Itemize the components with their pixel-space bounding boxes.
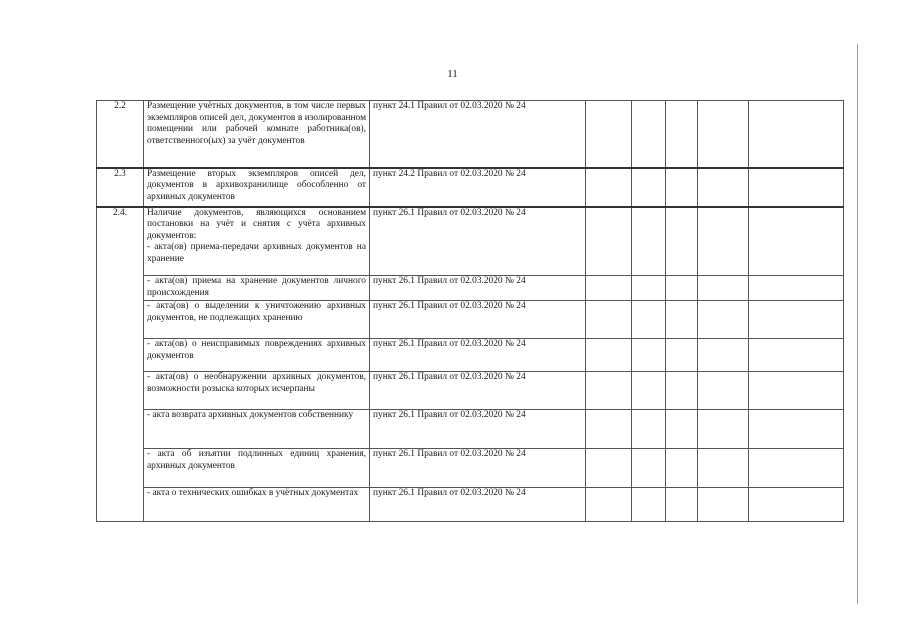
mark-cell-4 (698, 339, 749, 372)
mark-cell-4 (698, 449, 749, 488)
requirement-cell: - акта(ов) о необнаружении архивных документов, возможности розыска которых исчерпаны (144, 372, 370, 410)
mark-cell-3 (666, 339, 698, 372)
row-number-cell (97, 301, 144, 339)
row-number-cell: 2.3 (97, 168, 144, 207)
note-cell (749, 488, 844, 522)
mark-cell-4 (698, 101, 749, 168)
mark-cell-1 (586, 101, 632, 168)
mark-cell-4 (698, 372, 749, 410)
table-row (97, 410, 844, 449)
reference-cell: пункт 24.2 Правил от 02.03.2020 № 24 (370, 168, 586, 207)
reference-cell: пункт 26.1 Правил от 02.03.2020 № 24 (370, 410, 586, 449)
table-row (97, 372, 844, 410)
note-cell (749, 101, 844, 168)
mark-cell-3 (666, 410, 698, 449)
table-row (97, 339, 844, 372)
note-cell (749, 339, 844, 372)
mark-cell-3 (666, 449, 698, 488)
note-cell (749, 301, 844, 339)
mark-cell-4 (698, 276, 749, 301)
mark-cell-1 (586, 372, 632, 410)
requirement-cell: Размещение вторых экземпляров описей дел, документов в архивохранилище обособленно от архивных документов (144, 168, 370, 207)
mark-cell-1 (586, 301, 632, 339)
mark-cell-4 (698, 410, 749, 449)
mark-cell-1 (586, 276, 632, 301)
mark-cell-2 (632, 339, 666, 372)
note-cell (749, 410, 844, 449)
requirement-cell: Размещение учётных документов, в том числе первых экземпляров описей дел, документов в изолированном помещении или рабочей комнате работника(ов), ответственного(ых) за учёт документов (144, 101, 370, 168)
mark-cell-4 (698, 488, 749, 522)
requirement-cell: - акта об изъятии подлинных единиц хранения, архивных документов (144, 449, 370, 488)
reference-cell: пункт 24.1 Правил от 02.03.2020 № 24 (370, 101, 586, 168)
mark-cell-3 (666, 207, 698, 276)
row-number-cell (97, 449, 144, 488)
mark-cell-1 (586, 410, 632, 449)
requirement-cell: - акта о технических ошибках в учётных документах (144, 488, 370, 522)
mark-cell-2 (632, 372, 666, 410)
table-row (97, 488, 844, 522)
mark-cell-4 (698, 168, 749, 207)
reference-cell: пункт 26.1 Правил от 02.03.2020 № 24 (370, 449, 586, 488)
mark-cell-2 (632, 101, 666, 168)
mark-cell-2 (632, 488, 666, 522)
row-number-cell: 2.4. (97, 207, 144, 276)
mark-cell-2 (632, 276, 666, 301)
row-number-cell (97, 410, 144, 449)
row-number-cell (97, 276, 144, 301)
mark-cell-3 (666, 168, 698, 207)
row-number-cell (97, 339, 144, 372)
table-row (97, 207, 844, 276)
requirement-cell: Наличие документов, являющихся основанием постановки на учёт и снятия с учёта архивных документов: - акта(ов) приема-передачи архивных документов на хранение (144, 207, 370, 276)
reference-cell: пункт 26.1 Правил от 02.03.2020 № 24 (370, 372, 586, 410)
mark-cell-2 (632, 207, 666, 276)
note-cell (749, 207, 844, 276)
checklist-table-body (97, 101, 844, 522)
row-number-cell (97, 488, 144, 522)
mark-cell-1 (586, 168, 632, 207)
mark-cell-2 (632, 301, 666, 339)
mark-cell-3 (666, 101, 698, 168)
row-number-cell: 2.2 (97, 101, 144, 168)
table-row (97, 276, 844, 301)
mark-cell-2 (632, 168, 666, 207)
requirement-cell: - акта возврата архивных документов собственнику (144, 410, 370, 449)
checklist-table (96, 100, 844, 522)
table-row (97, 301, 844, 339)
mark-cell-2 (632, 410, 666, 449)
mark-cell-3 (666, 301, 698, 339)
reference-cell: пункт 26.1 Правил от 02.03.2020 № 24 (370, 488, 586, 522)
note-cell (749, 449, 844, 488)
table-row (97, 101, 844, 168)
mark-cell-1 (586, 449, 632, 488)
table-row (97, 449, 844, 488)
note-cell (749, 168, 844, 207)
reference-cell: пункт 26.1 Правил от 02.03.2020 № 24 (370, 301, 586, 339)
mark-cell-1 (586, 207, 632, 276)
mark-cell-4 (698, 207, 749, 276)
requirement-cell: - акта(ов) о неисправимых повреждениях архивных документов (144, 339, 370, 372)
table-row (97, 168, 844, 207)
requirement-cell: - акта(ов) приема на хранение документов личного происхождения (144, 276, 370, 301)
reference-cell: пункт 26.1 Правил от 02.03.2020 № 24 (370, 339, 586, 372)
reference-cell: пункт 26.1 Правил от 02.03.2020 № 24 (370, 276, 586, 301)
mark-cell-1 (586, 488, 632, 522)
reference-cell: пункт 26.1 Правил от 02.03.2020 № 24 (370, 207, 586, 276)
mark-cell-2 (632, 449, 666, 488)
requirement-cell: - акта(ов) о выделении к уничтожению архивных документов, не подлежащих хранению (144, 301, 370, 339)
mark-cell-3 (666, 276, 698, 301)
mark-cell-3 (666, 372, 698, 410)
mark-cell-4 (698, 301, 749, 339)
mark-cell-1 (586, 339, 632, 372)
scan-edge-line (857, 44, 858, 604)
mark-cell-3 (666, 488, 698, 522)
row-number-cell (97, 372, 144, 410)
note-cell (749, 276, 844, 301)
note-cell (749, 372, 844, 410)
page-number: 11 (447, 68, 458, 80)
